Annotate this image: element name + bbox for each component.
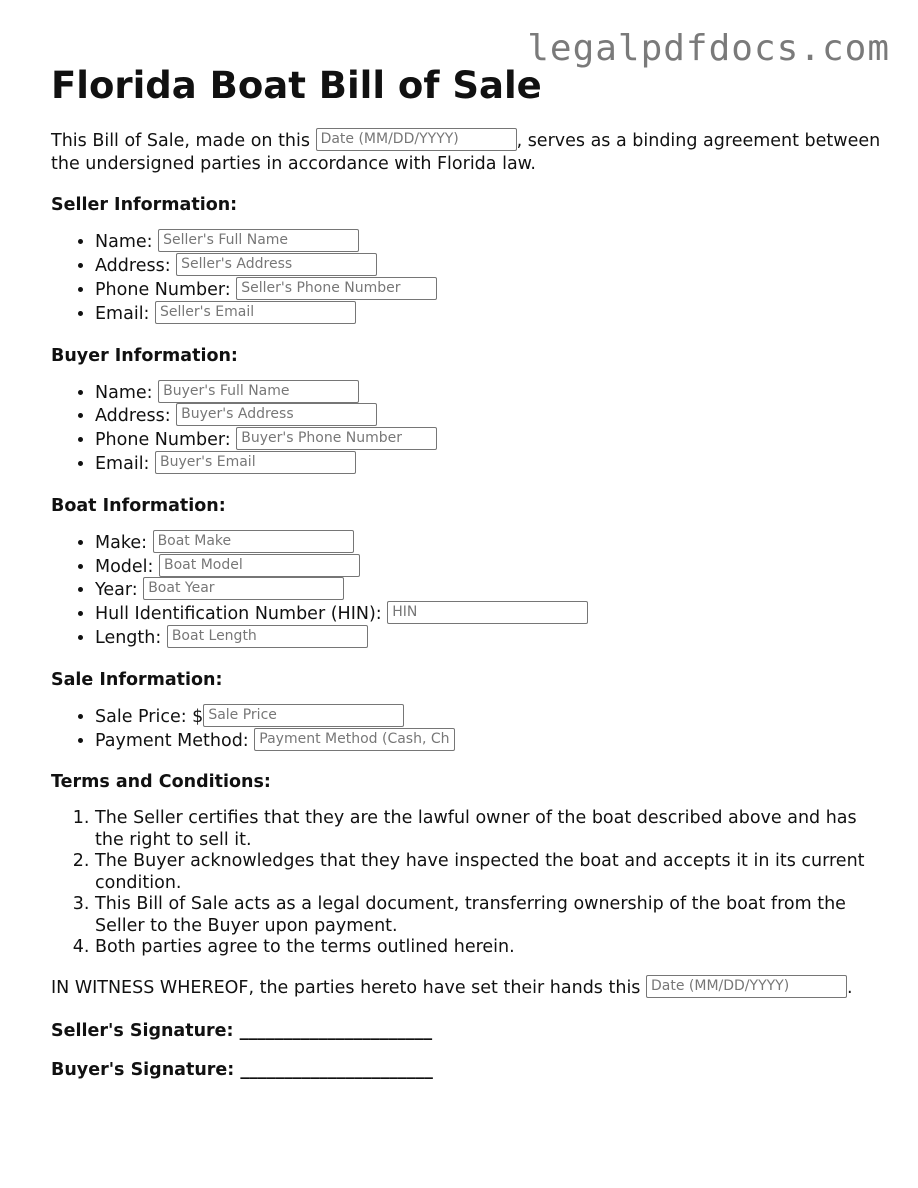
seller-name-input[interactable]: Seller's Full Name bbox=[158, 229, 359, 252]
buyer-name-label: Name: bbox=[95, 382, 159, 403]
seller-address-label: Address: bbox=[95, 256, 177, 277]
boat-make-label: Make: bbox=[95, 532, 153, 553]
buyer-phone-label: Phone Number: bbox=[95, 430, 237, 451]
sale-heading: Sale Information: bbox=[51, 669, 223, 690]
boat-length-label: Length: bbox=[95, 627, 167, 648]
document-page bbox=[51, 64, 881, 1098]
sale-price-input[interactable]: Sale Price bbox=[203, 704, 404, 727]
list-item bbox=[95, 579, 881, 603]
intro-date-input[interactable]: Date (MM/DD/YYYY) bbox=[316, 128, 517, 151]
list-item bbox=[95, 255, 881, 279]
seller-phone-label: Phone Number: bbox=[95, 279, 237, 300]
buyer-heading: Buyer Information: bbox=[51, 345, 238, 366]
buyer-email-input[interactable]: Buyer's Email bbox=[155, 451, 356, 474]
seller-name-label: Name: bbox=[95, 232, 159, 253]
list-item bbox=[95, 627, 881, 651]
boat-list bbox=[51, 532, 881, 651]
list-item bbox=[95, 303, 881, 327]
buyer-list bbox=[51, 382, 881, 477]
buyer-name-input[interactable]: Buyer's Full Name bbox=[158, 380, 359, 403]
buyer-phone-input[interactable]: Buyer's Phone Number bbox=[236, 427, 437, 450]
list-item bbox=[95, 382, 881, 406]
list-item bbox=[95, 405, 881, 429]
list-item bbox=[95, 556, 881, 580]
witness-text-after: . bbox=[846, 977, 853, 998]
seller-signature-line: Seller's Signature: ______________________ bbox=[51, 1020, 433, 1041]
list-item bbox=[95, 706, 881, 730]
list-item bbox=[95, 231, 881, 255]
seller-email-input[interactable]: Seller's Email bbox=[155, 301, 356, 324]
sale-list bbox=[51, 706, 881, 754]
seller-email-label: Email: bbox=[95, 303, 156, 324]
list-item bbox=[95, 532, 881, 556]
list-item bbox=[95, 730, 881, 754]
watermark: legalpdfdocs.com bbox=[527, 28, 890, 69]
buyer-signature-line: Buyer's Signature: ______________________ bbox=[51, 1059, 433, 1080]
intro-text-before: This Bill of Sale, made on this bbox=[51, 131, 316, 152]
terms-list bbox=[51, 808, 881, 959]
terms-item: 3. This Bill of Sale acts as a legal document, transferring ownership of the boat from the Seller to the Buyer upon payment. bbox=[95, 894, 881, 937]
boat-year-input[interactable]: Boat Year bbox=[143, 577, 344, 600]
payment-method-label: Payment Method: bbox=[95, 730, 255, 751]
list-item bbox=[95, 453, 881, 477]
boat-length-input[interactable]: Boat Length bbox=[167, 625, 368, 648]
seller-phone-input[interactable]: Seller's Phone Number bbox=[236, 277, 437, 300]
intro-text-after: , serves as a binding agreement between the undersigned parties in accordance with Florida law. bbox=[51, 131, 881, 175]
seller-address-input[interactable]: Seller's Address bbox=[176, 253, 377, 276]
seller-heading: Seller Information: bbox=[51, 195, 238, 216]
buyer-email-label: Email: bbox=[95, 453, 156, 474]
payment-method-input[interactable]: Payment Method (Cash, Ch bbox=[254, 728, 455, 751]
boat-heading: Boat Information: bbox=[51, 495, 226, 516]
seller-list bbox=[51, 231, 881, 326]
intro-paragraph bbox=[51, 130, 881, 176]
terms-item: 4. Both parties agree to the terms outlined herein. bbox=[95, 937, 881, 959]
boat-hin-input[interactable]: HIN bbox=[387, 601, 588, 624]
witness-text-before: IN WITNESS WHEREOF, the parties hereto have set their hands this bbox=[51, 977, 646, 998]
terms-heading: Terms and Conditions: bbox=[51, 772, 271, 793]
boat-model-label: Model: bbox=[95, 556, 160, 577]
boat-make-input[interactable]: Boat Make bbox=[153, 530, 354, 553]
buyer-address-label: Address: bbox=[95, 406, 177, 427]
page-title: Florida Boat Bill of Sale bbox=[51, 64, 542, 107]
boat-hin-label: Hull Identification Number (HIN): bbox=[95, 604, 388, 625]
buyer-address-input[interactable]: Buyer's Address bbox=[176, 403, 377, 426]
witness-paragraph bbox=[51, 977, 881, 1000]
terms-item: 2. The Buyer acknowledges that they have inspected the boat and accepts it in its current condition. bbox=[95, 851, 881, 894]
list-item bbox=[95, 279, 881, 303]
boat-model-input[interactable]: Boat Model bbox=[159, 554, 360, 577]
terms-item: 1. The Seller certifies that they are the lawful owner of the boat described above and has the right to sell it. bbox=[95, 808, 881, 851]
sale-price-label: Sale Price: $ bbox=[95, 706, 204, 727]
list-item bbox=[95, 603, 881, 627]
boat-year-label: Year: bbox=[95, 580, 144, 601]
list-item bbox=[95, 429, 881, 453]
witness-date-input[interactable]: Date (MM/DD/YYYY) bbox=[646, 975, 847, 998]
